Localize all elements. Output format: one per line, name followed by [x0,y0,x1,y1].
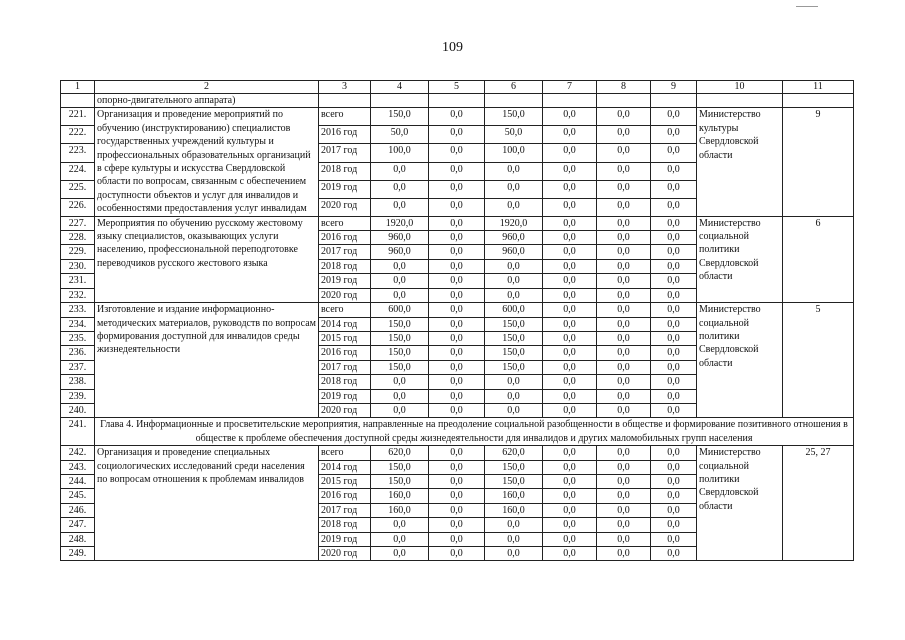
value-cell: 150,0 [371,460,429,474]
value-cell: 0,0 [485,162,543,180]
row-number: 225. [61,180,95,198]
value-cell: 0,0 [597,518,651,532]
value-cell: 150,0 [371,474,429,488]
table-row [61,108,854,126]
value-cell: 0,0 [429,503,485,517]
row-number: 247. [61,518,95,532]
value-cell: 0,0 [597,331,651,345]
value-cell: 0,0 [597,547,651,561]
header-cell: 1 [61,81,95,94]
value-cell: 0,0 [651,317,697,331]
value-cell: 0,0 [429,460,485,474]
period-cell: всего [319,446,371,460]
value-cell: 0,0 [597,360,651,374]
value-cell: 0,0 [543,389,597,403]
period-cell: 2016 год [319,489,371,503]
value-cell: 0,0 [597,216,651,230]
value-cell: 960,0 [371,245,429,259]
value-cell: 0,0 [597,245,651,259]
value-cell: 0,0 [429,231,485,245]
row-number: 243. [61,460,95,474]
row-number: 223. [61,144,95,162]
value-cell: 0,0 [597,274,651,288]
page-number: 109 [442,40,463,55]
row-number: 232. [61,288,95,302]
row-number: 248. [61,532,95,546]
row-number: 236. [61,346,95,360]
value-cell: 0,0 [429,162,485,180]
value-cell: 0,0 [371,259,429,273]
period-cell: 2018 год [319,375,371,389]
executor-cell: Министерство культуры Свердловской области [697,108,783,216]
row-number: 224. [61,162,95,180]
value-cell: 0,0 [651,180,697,198]
value-cell: 150,0 [371,108,429,126]
value-cell: 0,0 [429,346,485,360]
row-number: 235. [61,331,95,345]
period-cell: 2016 год [319,126,371,144]
value-cell: 150,0 [485,317,543,331]
value-cell: 960,0 [485,245,543,259]
period-cell: 2018 год [319,259,371,273]
value-cell: 150,0 [371,331,429,345]
value-cell: 0,0 [371,403,429,417]
row-number: 237. [61,360,95,374]
value-cell: 0,0 [651,460,697,474]
value-cell: 0,0 [597,503,651,517]
value-cell: 0,0 [543,460,597,474]
value-cell: 150,0 [485,108,543,126]
period-cell: 2017 год [319,360,371,374]
row-number: 245. [61,489,95,503]
value-cell: 960,0 [371,231,429,245]
value-cell: 0,0 [485,403,543,417]
value-cell: 0,0 [651,346,697,360]
value-cell: 0,0 [597,489,651,503]
period-cell: 2020 год [319,403,371,417]
chapter-heading: Глава 4. Информационные и просветительские мероприятия, направленные на преодоление социальной разобщенности в обществе и формирование позитивного отношения в обществе к проблеме обеспечения доступной среды жизнедеятельности для инвалидов и других маломобильных групп населения [95,418,854,446]
value-cell: 0,0 [485,180,543,198]
value-cell: 0,0 [543,446,597,460]
scan-mark [796,6,818,7]
value-cell: 0,0 [429,180,485,198]
value-cell: 0,0 [543,198,597,216]
row-number: 226. [61,198,95,216]
value-cell: 600,0 [371,303,429,317]
value-cell: 0,0 [543,108,597,126]
activity-description: Организация и проведение мероприятий по обучению (инструктированию) специалистов государственных учреждений культуры и профессиональных образовательных организаций в сфере культуры и искусства Свердловской области по вопросам, связанным с обеспечением доступности объектов и услуг для инвалидов и особенностями предоставления услуг инвалидам [95,108,319,216]
value-cell: 0,0 [651,231,697,245]
value-cell: 0,0 [429,331,485,345]
target-ref-cell: 25, 27 [783,446,854,561]
row-number: 242. [61,446,95,460]
header-cell: 7 [543,81,597,94]
value-cell: 0,0 [597,346,651,360]
value-cell: 0,0 [543,346,597,360]
value-cell: 0,0 [597,375,651,389]
header-cell: 11 [783,81,854,94]
value-cell: 160,0 [485,503,543,517]
value-cell: 0,0 [651,288,697,302]
value-cell: 0,0 [651,274,697,288]
row-number: 221. [61,108,95,126]
value-cell: 0,0 [429,126,485,144]
value-cell: 0,0 [597,180,651,198]
value-cell: 0,0 [543,259,597,273]
value-cell: 0,0 [597,198,651,216]
value-cell: 0,0 [485,532,543,546]
header-cell: 2 [95,81,319,94]
value-cell: 0,0 [597,231,651,245]
value-cell: 0,0 [429,403,485,417]
value-cell: 0,0 [371,375,429,389]
value-cell: 0,0 [429,317,485,331]
value-cell: 0,0 [429,389,485,403]
header-cell: 6 [485,81,543,94]
row-number: 234. [61,317,95,331]
value-cell: 0,0 [429,216,485,230]
value-cell: 0,0 [371,180,429,198]
value-cell: 0,0 [543,360,597,374]
value-cell: 0,0 [651,389,697,403]
value-cell: 0,0 [597,108,651,126]
value-cell: 0,0 [597,144,651,162]
value-cell: 0,0 [543,474,597,488]
period-cell: 2014 год [319,317,371,331]
row-number: 244. [61,474,95,488]
value-cell: 0,0 [429,446,485,460]
value-cell: 0,0 [543,231,597,245]
row-number: 238. [61,375,95,389]
header-cell: 4 [371,81,429,94]
period-cell: 2019 год [319,180,371,198]
activity-description: Изготовление и издание информационно-методических материалов, руководств по вопросам формирования доступной для инвалидов среды жизнедеятельности [95,303,319,418]
value-cell: 0,0 [597,126,651,144]
period-cell: 2017 год [319,503,371,517]
table-row [61,446,854,460]
period-cell: 2019 год [319,274,371,288]
value-cell: 0,0 [651,446,697,460]
value-cell: 160,0 [485,489,543,503]
period-cell: всего [319,216,371,230]
value-cell: 0,0 [485,274,543,288]
value-cell: 0,0 [429,108,485,126]
table-row [61,303,854,317]
value-cell: 160,0 [371,489,429,503]
value-cell: 150,0 [485,360,543,374]
value-cell: 0,0 [543,144,597,162]
value-cell: 0,0 [429,274,485,288]
period-cell: 2016 год [319,231,371,245]
period-cell: 2015 год [319,474,371,488]
executor-cell: Министерство социальной политики Свердловской области [697,446,783,561]
value-cell: 0,0 [543,489,597,503]
value-cell: 0,0 [371,198,429,216]
chapter-row [61,418,854,446]
value-cell: 0,0 [543,403,597,417]
value-cell: 0,0 [651,360,697,374]
value-cell: 100,0 [485,144,543,162]
value-cell: 0,0 [429,489,485,503]
value-cell: 150,0 [485,474,543,488]
value-cell: 0,0 [429,547,485,561]
value-cell: 0,0 [651,331,697,345]
activity-description: Организация и проведение специальных социологических исследований среди населения по вопросам отношения к проблемам инвалидов [95,446,319,561]
value-cell: 0,0 [485,375,543,389]
value-cell: 0,0 [429,245,485,259]
period-cell: 2020 год [319,547,371,561]
value-cell: 0,0 [597,446,651,460]
executor-cell: Министерство социальной политики Свердловской области [697,216,783,302]
value-cell: 0,0 [543,288,597,302]
program-table [60,80,854,561]
value-cell: 0,0 [543,216,597,230]
row-number: 240. [61,403,95,417]
value-cell: 0,0 [651,198,697,216]
row-number: 249. [61,547,95,561]
value-cell: 0,0 [651,547,697,561]
value-cell: 150,0 [485,331,543,345]
executor-cell: Министерство социальной политики Свердловской области [697,303,783,418]
period-cell: 2018 год [319,162,371,180]
value-cell: 0,0 [485,389,543,403]
value-cell: 1920,0 [485,216,543,230]
value-cell: 0,0 [543,317,597,331]
value-cell: 0,0 [429,360,485,374]
value-cell: 0,0 [543,503,597,517]
value-cell: 0,0 [485,259,543,273]
header-cell: 9 [651,81,697,94]
value-cell: 0,0 [429,198,485,216]
period-cell: 2019 год [319,389,371,403]
value-cell: 0,0 [597,460,651,474]
value-cell: 0,0 [597,403,651,417]
value-cell: 0,0 [371,288,429,302]
period-cell: 2017 год [319,144,371,162]
value-cell: 100,0 [371,144,429,162]
value-cell: 0,0 [651,216,697,230]
value-cell: 960,0 [485,231,543,245]
value-cell: 0,0 [429,375,485,389]
value-cell: 0,0 [429,474,485,488]
value-cell: 0,0 [651,532,697,546]
value-cell: 0,0 [651,108,697,126]
continuation-text: опорно-двигательного аппарата) [95,94,319,108]
value-cell: 0,0 [543,245,597,259]
value-cell: 0,0 [543,274,597,288]
value-cell: 0,0 [371,274,429,288]
value-cell: 50,0 [371,126,429,144]
row-number: 228. [61,231,95,245]
value-cell: 0,0 [597,303,651,317]
value-cell: 0,0 [543,547,597,561]
value-cell: 0,0 [651,474,697,488]
continuation-row [61,94,854,108]
value-cell: 0,0 [543,162,597,180]
row-number: 227. [61,216,95,230]
target-ref-cell: 5 [783,303,854,418]
activity-description: Мероприятия по обучению русскому жестовому языку специалистов, оказывающих услуги населению, профессиональной переподготовке переводчиков русского жестового языка [95,216,319,302]
value-cell: 0,0 [371,389,429,403]
value-cell: 0,0 [651,144,697,162]
row-number: 229. [61,245,95,259]
header-cell: 8 [597,81,651,94]
value-cell: 0,0 [651,259,697,273]
value-cell: 0,0 [429,518,485,532]
value-cell: 0,0 [597,288,651,302]
value-cell: 0,0 [651,403,697,417]
value-cell: 0,0 [371,518,429,532]
row-number: 231. [61,274,95,288]
value-cell: 0,0 [543,303,597,317]
period-cell: всего [319,108,371,126]
value-cell: 0,0 [651,126,697,144]
value-cell: 0,0 [371,162,429,180]
header-cell: 10 [697,81,783,94]
table-header-row [61,81,854,94]
period-cell: 2020 год [319,288,371,302]
value-cell: 0,0 [485,518,543,532]
table-row [61,216,854,230]
value-cell: 0,0 [597,532,651,546]
value-cell: 0,0 [543,331,597,345]
value-cell: 0,0 [651,518,697,532]
value-cell: 0,0 [651,162,697,180]
value-cell: 160,0 [371,503,429,517]
row-number: 246. [61,503,95,517]
value-cell: 0,0 [597,259,651,273]
value-cell: 0,0 [543,518,597,532]
value-cell: 0,0 [597,389,651,403]
value-cell: 0,0 [485,198,543,216]
header-cell: 3 [319,81,371,94]
value-cell: 1920,0 [371,216,429,230]
value-cell: 0,0 [597,162,651,180]
value-cell: 0,0 [429,288,485,302]
header-cell: 5 [429,81,485,94]
value-cell: 0,0 [429,259,485,273]
value-cell: 0,0 [485,547,543,561]
value-cell: 0,0 [485,288,543,302]
value-cell: 150,0 [371,317,429,331]
period-cell: 2020 год [319,198,371,216]
period-cell: 2015 год [319,331,371,345]
target-ref-cell: 6 [783,216,854,302]
value-cell: 150,0 [485,346,543,360]
row-number: 241. [61,418,95,446]
value-cell: 0,0 [597,317,651,331]
value-cell: 600,0 [485,303,543,317]
value-cell: 0,0 [543,180,597,198]
value-cell: 0,0 [543,375,597,389]
period-cell: 2019 год [319,532,371,546]
period-cell: всего [319,303,371,317]
value-cell: 0,0 [597,474,651,488]
value-cell: 0,0 [651,489,697,503]
target-ref-cell: 9 [783,108,854,216]
value-cell: 0,0 [651,503,697,517]
row-number: 233. [61,303,95,317]
value-cell: 150,0 [371,346,429,360]
value-cell: 0,0 [651,303,697,317]
value-cell: 0,0 [371,532,429,546]
value-cell: 0,0 [429,144,485,162]
value-cell: 0,0 [543,532,597,546]
period-cell: 2016 год [319,346,371,360]
row-number: 222. [61,126,95,144]
value-cell: 620,0 [371,446,429,460]
value-cell: 0,0 [543,126,597,144]
row-number: 239. [61,389,95,403]
value-cell: 620,0 [485,446,543,460]
value-cell: 150,0 [485,460,543,474]
value-cell: 0,0 [429,303,485,317]
period-cell: 2017 год [319,245,371,259]
value-cell: 50,0 [485,126,543,144]
value-cell: 0,0 [651,245,697,259]
value-cell: 150,0 [371,360,429,374]
value-cell: 0,0 [651,375,697,389]
value-cell: 0,0 [371,547,429,561]
row-number: 230. [61,259,95,273]
period-cell: 2014 год [319,460,371,474]
value-cell: 0,0 [429,532,485,546]
period-cell: 2018 год [319,518,371,532]
